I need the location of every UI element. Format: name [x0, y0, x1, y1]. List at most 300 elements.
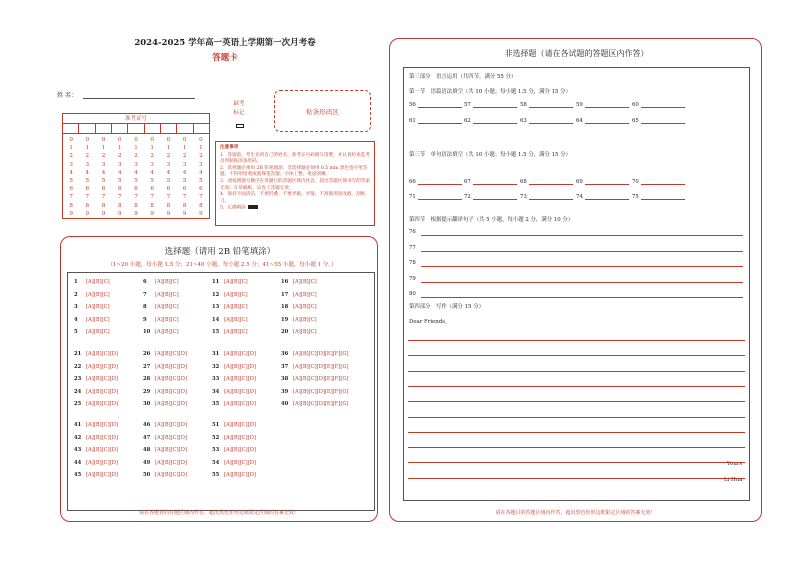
exam-digit-bubble[interactable]: 4 — [101, 169, 106, 176]
exam-digit-bubble[interactable]: 5 — [166, 178, 171, 185]
question-27-options[interactable] — [143, 364, 187, 370]
question-30-options[interactable] — [143, 401, 187, 407]
question-37-options[interactable] — [281, 364, 349, 370]
subjective-section — [389, 38, 762, 522]
exam-digit-bubble[interactable]: 8 — [199, 202, 203, 209]
option-bubbles[interactable]: [A][B][C][D] — [155, 363, 187, 370]
name-input[interactable] — [83, 93, 195, 99]
blank-61[interactable] — [409, 118, 462, 124]
exam-digit-bubble[interactable]: 2 — [117, 153, 122, 160]
exam-digit-bubble[interactable]: 6 — [150, 186, 154, 193]
exam-digit-column[interactable] — [144, 136, 160, 218]
exam-digit-bubble[interactable]: 2 — [166, 153, 171, 160]
option-bubbles[interactable]: [A][B][C][D][E][F][G] — [293, 388, 349, 395]
question-39-options[interactable] — [281, 389, 349, 395]
blank-input-line[interactable] — [529, 180, 573, 185]
blank-64[interactable] — [576, 118, 629, 124]
exam-digit-bubble[interactable]: 7 — [85, 194, 90, 201]
exam-digit-bubble[interactable]: 7 — [199, 194, 203, 201]
exam-digit-bubble[interactable]: 9 — [69, 210, 73, 217]
question-number: 5 — [74, 329, 78, 335]
question-38-options[interactable] — [281, 376, 349, 382]
question-number: 52 — [212, 434, 220, 441]
translation-number: 77 — [409, 244, 416, 251]
option-bubbles[interactable]: [A][B][C] — [224, 291, 248, 298]
question-18-options[interactable] — [281, 304, 317, 310]
exam-digit-bubble[interactable]: 8 — [85, 202, 90, 209]
question-16-options[interactable] — [281, 279, 317, 285]
option-bubbles[interactable]: [A][B][C][D] — [86, 422, 118, 428]
blank-number: 69 — [576, 179, 585, 185]
question-number: 28 — [143, 376, 151, 382]
exam-digit-bubble[interactable]: 4 — [199, 169, 203, 176]
option-bubbles[interactable]: [A][B][C][D] — [224, 363, 256, 370]
exam-digit-bubble[interactable]: 0 — [199, 137, 203, 143]
writing-line[interactable] — [408, 371, 745, 372]
question-15-options[interactable] — [212, 329, 248, 335]
exam-digit-bubble[interactable]: 9 — [150, 210, 154, 217]
question-5-options[interactable] — [74, 329, 110, 335]
option-bubbles[interactable]: [A][B][C] — [293, 329, 317, 335]
question-17-options[interactable] — [281, 292, 317, 298]
option-bubbles[interactable]: [A][B][C] — [224, 316, 248, 323]
question-11-options[interactable] — [212, 279, 248, 285]
question-number: 7 — [143, 291, 147, 298]
exam-digit-column[interactable] — [112, 136, 128, 218]
writing-line[interactable] — [408, 417, 745, 418]
question-number: 24 — [74, 388, 82, 395]
option-bubbles[interactable]: [A][B][C][D] — [155, 376, 187, 382]
exam-digit-bubble[interactable]: 6 — [199, 186, 203, 193]
question-31-options[interactable] — [212, 351, 256, 357]
question-41-options[interactable] — [74, 422, 118, 428]
option-bubbles[interactable]: [A][B][C] — [86, 291, 110, 298]
question-51-options[interactable] — [212, 422, 256, 428]
question-1-options[interactable] — [74, 279, 110, 285]
exam-digit-bubble[interactable]: 3 — [199, 161, 203, 168]
exam-digit-bubble[interactable]: 2 — [134, 153, 138, 160]
blank-71[interactable] — [409, 194, 462, 200]
exam-digit-bubble[interactable]: 0 — [101, 137, 106, 143]
exam-digit-bubble[interactable]: 9 — [199, 210, 203, 217]
exam-digit-bubble[interactable]: 7 — [166, 194, 171, 201]
option-bubbles[interactable]: [A][B][C][D] — [86, 401, 118, 407]
question-48-options[interactable] — [143, 447, 187, 453]
blank-input-line[interactable] — [585, 180, 629, 185]
writing-line[interactable] — [408, 340, 745, 341]
option-bubbles[interactable]: [A][B][C][D] — [224, 459, 256, 466]
blank-input-line[interactable] — [641, 119, 685, 124]
exam-digit-bubble[interactable]: 2 — [199, 153, 203, 160]
option-bubbles[interactable]: [A][B][C] — [86, 279, 110, 285]
exam-digit-column[interactable] — [95, 136, 111, 218]
option-bubbles[interactable]: [A][B][C][D] — [86, 459, 118, 466]
exam-digit-bubble[interactable]: 3 — [166, 161, 171, 168]
option-bubbles[interactable]: [A][B][C][D] — [224, 376, 256, 382]
option-bubbles[interactable]: [A][B][C][D] — [155, 459, 187, 466]
exam-digit-bubble[interactable]: 8 — [134, 202, 138, 209]
exam-digit-bubble[interactable]: 8 — [101, 202, 106, 209]
blank-input-line[interactable] — [641, 180, 685, 185]
question-53-options[interactable] — [212, 447, 256, 453]
exam-digit-bubble[interactable]: 6 — [117, 186, 122, 193]
option-bubbles[interactable]: [A][B][C][D] — [86, 351, 118, 357]
question-number: 10 — [143, 329, 151, 335]
paper-title: 2024-2025 学年高一英语上学期第一次月考卷 — [134, 38, 316, 48]
option-bubbles[interactable]: [A][B][C][D] — [155, 351, 187, 357]
exam-digit-bubble[interactable]: 7 — [101, 194, 106, 201]
blank-number: 63 — [520, 118, 529, 124]
exam-digit-bubble[interactable]: 1 — [101, 145, 106, 152]
option-bubbles[interactable]: [A][B][C] — [155, 304, 179, 310]
exam-digit-bubble[interactable]: 7 — [150, 194, 154, 201]
exam-digit-bubble[interactable]: 1 — [199, 145, 203, 152]
option-bubbles[interactable]: [A][B][C][D] — [155, 422, 187, 428]
exam-digit-bubble[interactable]: 4 — [182, 169, 187, 176]
question-number: 12 — [212, 291, 220, 298]
question-4-options[interactable] — [74, 317, 110, 323]
exam-digit-bubble[interactable]: 1 — [69, 145, 73, 152]
option-bubbles[interactable]: [A][B][C] — [293, 316, 317, 323]
blank-number: 65 — [632, 118, 641, 124]
writing-line[interactable] — [408, 447, 745, 448]
translation-line[interactable] — [421, 251, 743, 252]
exam-digit-column[interactable] — [177, 136, 193, 218]
exam-digit-bubble[interactable]: 1 — [85, 145, 90, 152]
exam-digit-bubble[interactable]: 0 — [166, 137, 171, 143]
option-bubbles[interactable]: [A][B][C] — [155, 329, 179, 335]
exam-digit-bubble[interactable]: 3 — [134, 161, 138, 168]
question-26-options[interactable] — [143, 351, 187, 357]
exam-digit-bubble[interactable]: 1 — [134, 145, 138, 152]
exam-digit-bubble[interactable]: 1 — [182, 145, 187, 152]
question-50-options[interactable] — [143, 472, 187, 478]
exam-digit-column[interactable] — [63, 136, 79, 218]
blank-number: 56 — [409, 102, 418, 108]
option-bubbles[interactable]: [A][B][C][D] — [155, 472, 187, 478]
writing-line[interactable] — [408, 462, 745, 463]
option-bubbles[interactable]: [A][B][C] — [86, 329, 110, 335]
exam-digit-bubble[interactable]: 6 — [166, 186, 171, 193]
question-36-options[interactable] — [281, 351, 349, 357]
exam-digit-bubble[interactable]: 5 — [85, 178, 90, 185]
question-47-options[interactable] — [143, 435, 187, 441]
exam-digit-bubble[interactable]: 0 — [134, 137, 138, 143]
exam-digit-bubble[interactable]: 1 — [166, 145, 171, 152]
question-number: 46 — [143, 422, 151, 428]
letter-greeting: Dear Friends, — [409, 319, 447, 325]
blank-75[interactable] — [632, 194, 685, 200]
question-20-options[interactable] — [281, 329, 317, 335]
option-bubbles[interactable]: [A][B][C] — [155, 291, 179, 298]
blank-input-line[interactable] — [641, 195, 685, 200]
exam-digit-bubble[interactable]: 8 — [117, 202, 122, 209]
question-32-options[interactable] — [212, 364, 256, 370]
translation-number: 79 — [409, 275, 416, 282]
exam-digit-bubble[interactable]: 9 — [134, 210, 138, 217]
question-number: 8 — [143, 304, 147, 310]
exam-digit-bubble[interactable]: 7 — [69, 194, 73, 201]
exam-digit-bubble[interactable]: 5 — [199, 178, 203, 185]
exam-digit-bubble[interactable]: 4 — [150, 169, 154, 176]
exam-digit-bubble[interactable]: 5 — [134, 178, 138, 185]
exam-digit-bubble[interactable]: 2 — [85, 153, 90, 160]
exam-digit-bubble[interactable]: 6 — [69, 186, 73, 193]
blank-68[interactable] — [520, 179, 573, 185]
option-bubbles[interactable]: [A][B][C] — [155, 279, 179, 285]
exam-digit-bubble[interactable]: 4 — [117, 169, 122, 176]
exam-digit-bubble[interactable]: 7 — [117, 194, 122, 201]
blank-input-line[interactable] — [529, 195, 573, 200]
option-bubbles[interactable]: [A][B][C][D] — [86, 363, 118, 370]
note-item: 5．正确填涂 — [220, 205, 370, 212]
notes-title: 注意事项 — [220, 145, 239, 150]
blank-input-line[interactable] — [418, 103, 462, 108]
blank-input-line[interactable] — [641, 103, 685, 108]
blank-56[interactable] — [409, 102, 462, 108]
exam-digit-bubble[interactable]: 2 — [150, 153, 154, 160]
exam-digit-bubble[interactable]: 5 — [117, 178, 122, 185]
option-bubbles[interactable]: [A][B][C][D] — [86, 388, 118, 395]
question-6-options[interactable] — [143, 279, 179, 285]
option-bubbles[interactable]: [A][B][C][D] — [224, 422, 256, 428]
exam-digit-bubble[interactable]: 3 — [69, 161, 73, 168]
question-12-options[interactable] — [212, 292, 248, 298]
exam-digit-bubble[interactable]: 6 — [134, 186, 138, 193]
translation-line[interactable] — [421, 235, 743, 236]
option-bubbles[interactable]: [A][B][C][D] — [155, 401, 187, 407]
writing-line[interactable] — [408, 355, 745, 356]
question-44-options[interactable] — [74, 460, 118, 466]
exam-digit-bubble[interactable]: 2 — [101, 153, 106, 160]
blank-67[interactable] — [464, 179, 517, 185]
blank-input-line[interactable] — [585, 103, 629, 108]
translation-line[interactable] — [421, 282, 743, 283]
exam-digit-bubble[interactable]: 0 — [117, 137, 122, 143]
option-bubbles[interactable]: [A][B][C][D] — [86, 434, 118, 441]
translation-line[interactable] — [421, 266, 743, 267]
option-bubbles[interactable]: [A][B][C][D][E][F][G] — [293, 351, 349, 357]
option-bubbles[interactable]: [A][B][C][D] — [224, 351, 256, 357]
writing-line[interactable] — [408, 386, 745, 387]
exam-digit-bubble[interactable]: 4 — [69, 169, 73, 176]
option-bubbles[interactable]: [A][B][C][D] — [86, 447, 118, 453]
option-bubbles[interactable]: [A][B][C][D][E][F][G] — [293, 401, 349, 407]
exam-digit-bubble[interactable]: 0 — [182, 137, 187, 143]
option-bubbles[interactable]: [A][B][C][D] — [86, 376, 118, 382]
blank-69[interactable] — [576, 179, 629, 185]
option-bubbles[interactable]: [A][B][C][D] — [86, 472, 118, 478]
question-14-options[interactable] — [212, 317, 248, 323]
question-19-options[interactable] — [281, 317, 317, 323]
exam-digit-bubble[interactable]: 5 — [69, 178, 73, 185]
question-3-options[interactable] — [74, 304, 110, 310]
blank-input-line[interactable] — [529, 103, 573, 108]
barcode-area — [274, 90, 371, 132]
question-28-options[interactable] — [143, 376, 187, 382]
exam-digit-column[interactable] — [193, 136, 209, 218]
question-49-options[interactable] — [143, 460, 187, 466]
exam-number-digits[interactable] — [63, 134, 209, 218]
exam-digit-bubble[interactable]: 4 — [134, 169, 138, 176]
exam-digit-bubble[interactable]: 3 — [85, 161, 90, 168]
exam-digit-bubble[interactable]: 1 — [150, 145, 154, 152]
question-33-options[interactable] — [212, 376, 256, 382]
exam-number-label: 准考证号 — [63, 114, 209, 124]
question-number: 41 — [74, 422, 82, 428]
exam-digit-bubble[interactable]: 6 — [182, 186, 187, 193]
exam-digit-bubble[interactable]: 4 — [85, 169, 90, 176]
exam-digit-column[interactable] — [79, 136, 95, 218]
question-35-options[interactable] — [212, 401, 256, 407]
option-bubbles[interactable]: [A][B][C] — [224, 304, 248, 310]
option-bubbles[interactable]: [A][B][C] — [224, 279, 248, 285]
question-24-options[interactable] — [74, 389, 118, 395]
blank-input-line[interactable] — [418, 119, 462, 124]
exam-digit-bubble[interactable]: 9 — [182, 210, 187, 217]
blank-input-line[interactable] — [585, 119, 629, 124]
question-13-options[interactable] — [212, 304, 248, 310]
blank-63[interactable] — [520, 118, 573, 124]
exam-digit-column[interactable] — [160, 136, 176, 218]
exam-digit-bubble[interactable]: 6 — [101, 186, 106, 193]
option-bubbles[interactable]: [A][B][C][D][E][F][G] — [293, 376, 349, 382]
option-bubbles[interactable]: [A][B][C] — [86, 316, 110, 323]
question-9-options[interactable] — [143, 317, 179, 323]
exam-digit-bubble[interactable]: 3 — [101, 161, 106, 168]
blank-input-line[interactable] — [473, 195, 517, 200]
question-25-options[interactable] — [74, 401, 118, 407]
writing-line[interactable] — [408, 401, 745, 402]
option-bubbles[interactable]: [A][B][C] — [293, 304, 317, 310]
exam-digit-bubble[interactable]: 4 — [166, 169, 171, 176]
exam-digit-bubble[interactable]: 5 — [101, 178, 106, 185]
question-46-options[interactable] — [143, 422, 187, 428]
question-52-options[interactable] — [212, 435, 256, 441]
option-bubbles[interactable]: [A][B][C] — [155, 316, 179, 323]
writing-line[interactable] — [408, 478, 745, 479]
exam-digit-bubble[interactable]: 7 — [182, 194, 187, 201]
blank-input-line[interactable] — [529, 119, 573, 124]
option-bubbles[interactable]: [A][B][C][D] — [155, 388, 187, 395]
question-number: 13 — [212, 304, 220, 310]
blank-74[interactable] — [576, 194, 629, 200]
blank-input-line[interactable] — [418, 195, 462, 200]
option-bubbles[interactable]: [A][B][C] — [86, 304, 110, 310]
exam-digit-bubble[interactable]: 5 — [182, 178, 187, 185]
question-45-options[interactable] — [74, 472, 118, 478]
question-number: 26 — [143, 351, 151, 357]
exam-digit-bubble[interactable]: 9 — [117, 210, 122, 217]
exam-digit-bubble[interactable]: 9 — [166, 210, 171, 217]
blank-57[interactable] — [464, 102, 517, 108]
blank-number: 71 — [409, 194, 418, 200]
blank-65[interactable] — [632, 118, 685, 124]
exam-digit-bubble[interactable]: 3 — [150, 161, 154, 168]
blank-input-line[interactable] — [418, 180, 462, 185]
exam-digit-bubble[interactable]: 3 — [182, 161, 187, 168]
option-bubbles[interactable]: [A][B][C][D] — [224, 434, 256, 441]
question-34-options[interactable] — [212, 389, 256, 395]
exam-digit-bubble[interactable]: 8 — [69, 202, 73, 209]
blank-input-line[interactable] — [473, 119, 517, 124]
question-21-options[interactable] — [74, 351, 118, 357]
option-bubbles[interactable]: [A][B][C][D] — [224, 388, 256, 395]
exam-digit-bubble[interactable]: 3 — [117, 161, 122, 168]
option-bubbles[interactable]: [A][B][C][D][E][F][G] — [293, 363, 349, 370]
exam-digit-bubble[interactable]: 8 — [166, 202, 171, 209]
blank-70[interactable] — [632, 179, 685, 185]
blank-59[interactable] — [576, 102, 629, 108]
exam-digit-bubble[interactable]: 1 — [117, 145, 122, 152]
question-number: 45 — [74, 472, 82, 478]
blank-72[interactable] — [464, 194, 517, 200]
exam-digit-bubble[interactable]: 8 — [182, 202, 187, 209]
question-43-options[interactable] — [74, 447, 118, 453]
question-23-options[interactable] — [74, 376, 118, 382]
question-42-options[interactable] — [74, 435, 118, 441]
option-bubbles[interactable]: [A][B][C] — [224, 329, 248, 335]
blank-58[interactable] — [520, 102, 573, 108]
exam-digit-bubble[interactable]: 2 — [182, 153, 187, 160]
blank-input-line[interactable] — [585, 195, 629, 200]
option-bubbles[interactable]: [A][B][C][D] — [155, 434, 187, 441]
blank-input-line[interactable] — [473, 180, 517, 185]
exam-digit-bubble[interactable]: 2 — [69, 153, 73, 160]
translation-line[interactable] — [421, 297, 743, 298]
exam-digit-bubble[interactable]: 9 — [101, 210, 106, 217]
blank-66[interactable] — [409, 179, 462, 185]
exam-digit-bubble[interactable]: 8 — [150, 202, 154, 209]
blank-60[interactable] — [632, 102, 685, 108]
option-bubbles[interactable]: [A][B][C] — [293, 279, 317, 285]
blank-number: 72 — [464, 194, 473, 200]
question-number: 20 — [281, 329, 289, 335]
exam-digit-bubble[interactable]: 6 — [85, 186, 90, 193]
blank-62[interactable] — [464, 118, 517, 124]
exam-digit-column[interactable] — [128, 136, 144, 218]
name-row — [57, 90, 195, 99]
option-bubbles[interactable]: [A][B][C][D] — [224, 401, 256, 407]
blank-73[interactable] — [520, 194, 573, 200]
option-bubbles[interactable]: [A][B][C] — [293, 291, 317, 298]
exam-digit-bubble[interactable]: 0 — [85, 137, 90, 143]
question-7-options[interactable] — [143, 292, 179, 298]
exam-digit-bubble[interactable]: 5 — [150, 178, 154, 185]
question-22-options[interactable] — [74, 364, 118, 370]
option-bubbles[interactable]: [A][B][C][D] — [155, 447, 187, 453]
question-29-options[interactable] — [143, 389, 187, 395]
question-54-options[interactable] — [212, 460, 256, 466]
question-number: 50 — [143, 472, 151, 478]
question-number: 42 — [74, 434, 82, 441]
absent-checkbox[interactable] — [236, 124, 244, 128]
exam-digit-bubble[interactable]: 0 — [69, 137, 73, 143]
question-55-options[interactable] — [212, 472, 256, 478]
exam-digit-bubble[interactable]: 0 — [150, 137, 154, 143]
option-bubbles[interactable]: [A][B][C][D] — [224, 472, 256, 478]
exam-digit-bubble[interactable]: 9 — [85, 210, 90, 217]
question-2-options[interactable] — [74, 292, 110, 298]
question-8-options[interactable] — [143, 304, 179, 310]
writing-line[interactable] — [408, 432, 745, 433]
question-number: 19 — [281, 316, 289, 323]
blank-input-line[interactable] — [473, 103, 517, 108]
exam-digit-bubble[interactable]: 7 — [134, 194, 138, 201]
option-bubbles[interactable]: [A][B][C][D] — [224, 447, 256, 453]
question-40-options[interactable] — [281, 401, 349, 407]
question-10-options[interactable] — [143, 329, 179, 335]
